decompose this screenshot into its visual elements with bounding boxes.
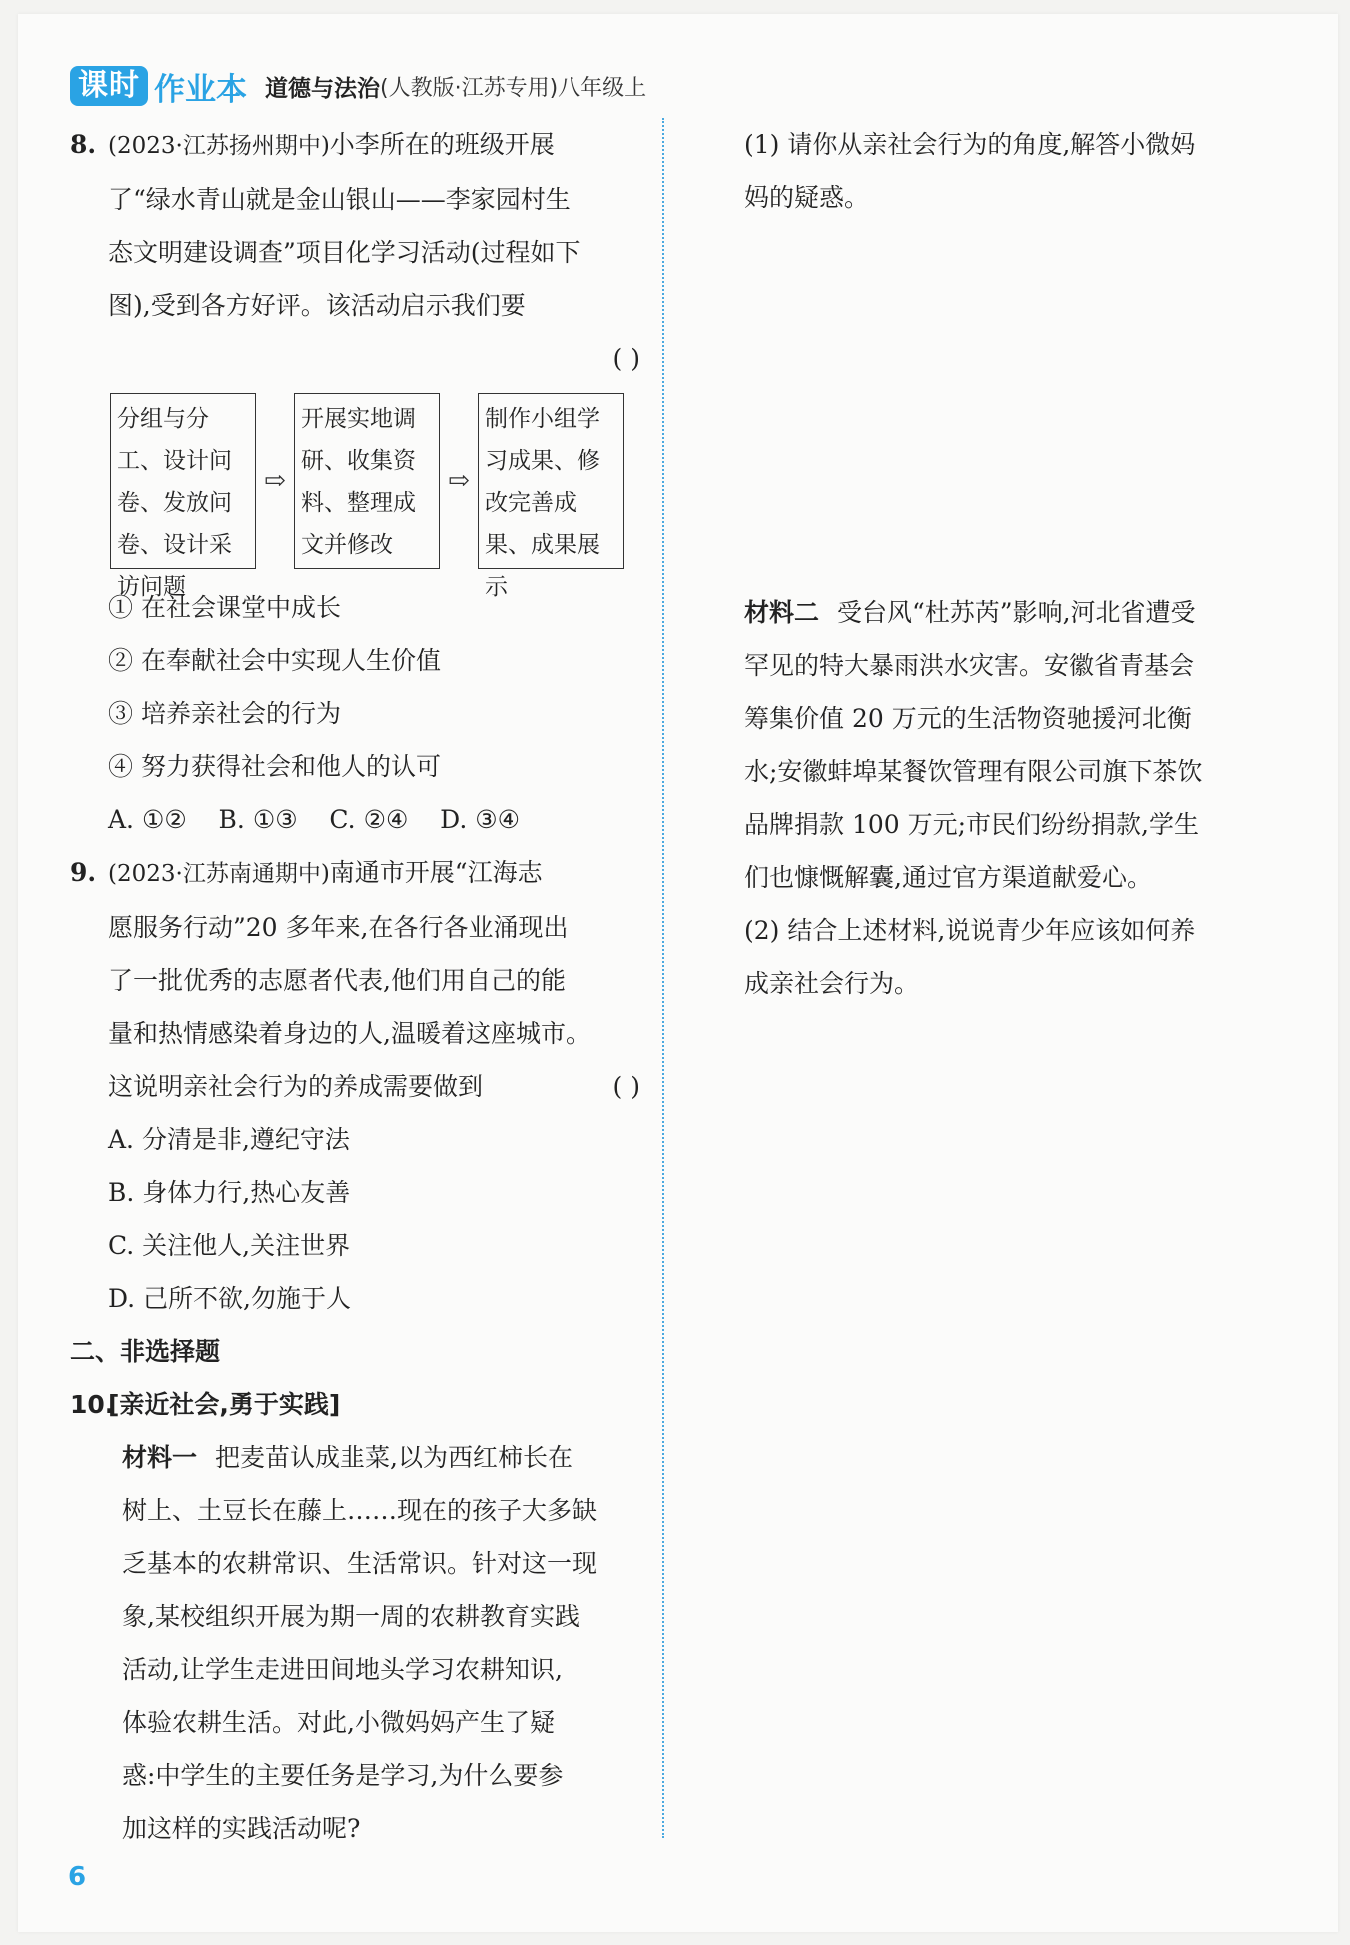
material-2-line: 品牌捐款 100 万元;市民们纷纷捐款,学生: [744, 810, 1199, 839]
material-2-label: 材料二: [744, 598, 820, 627]
question-9-line: 量和热情感染着身边的人,温暖着这座城市。: [108, 1019, 591, 1048]
question-number: 9.: [70, 858, 97, 887]
brand-name: 作业本: [154, 71, 247, 108]
question-text: 这说明亲社会行为的养成需要做到: [108, 1072, 484, 1101]
material-1-line: 树上、土豆长在藤上……现在的孩子大多缺: [122, 1496, 598, 1525]
question-number: 10.: [70, 1390, 115, 1419]
question-8-line: 态文明建设调查”项目化学习活动(过程如下: [108, 238, 581, 267]
option-item: ② 在奉献社会中实现人生价值: [108, 646, 441, 675]
question-10: [70, 1378, 640, 1855]
material-1-line: 活动,让学生走进田间地头学习农耕知识,: [122, 1655, 563, 1684]
question-9-line: 愿服务行动”20 多年来,在各行各业涌现出: [108, 913, 569, 942]
page-number: 6: [68, 1862, 87, 1892]
flow-step-2: 开展实地调研、收集资料、整理成文并修改: [294, 393, 440, 569]
answer-paren-row: [70, 332, 640, 385]
flow-arrow-icon: ⇨: [448, 466, 470, 496]
question-text: 小李所在的班级开展: [329, 130, 555, 159]
flow-step-3: 制作小组学习成果、修改完善成果、成果展示: [478, 393, 624, 569]
book-edition: (人教版·江苏专用)八年级上: [380, 75, 647, 101]
material-1-line: [70, 1431, 640, 1484]
question-8-line: 了“绿水青山就是金山银山——李家园村生: [108, 185, 571, 214]
question-9: [70, 846, 640, 1325]
material-2-line: 罕见的特大暴雨洪水灾害。安徽省青基会: [744, 651, 1195, 680]
question-8: [70, 118, 640, 846]
flow-step-1: 分组与分工、设计问卷、发放问卷、设计采访问题: [110, 393, 256, 569]
brand-logo: [70, 64, 247, 109]
material-text: 把麦苗认成韭菜,以为西红柿长在: [215, 1443, 573, 1472]
material-2-line: [744, 586, 1264, 639]
column-divider: [662, 118, 664, 1838]
sub-question-1-line: 妈的疑惑。: [744, 183, 870, 212]
material-1-line: 体验农耕生活。对此,小微妈妈产生了疑: [122, 1708, 555, 1737]
question-9-line: [70, 846, 640, 901]
sub-question-1: [744, 118, 1264, 224]
option-item: D. 己所不欲,勿施于人: [108, 1284, 351, 1313]
option-item: B. 身体力行,热心友善: [108, 1178, 351, 1207]
flow-arrow-icon: ⇨: [264, 466, 286, 496]
section-title: 二、非选择题: [70, 1337, 221, 1366]
question-number: 8.: [70, 130, 97, 159]
answer-paren[interactable]: ( ): [612, 1072, 640, 1101]
option-item: ① 在社会课堂中成长: [108, 593, 341, 622]
option-item: C. 关注他人,关注世界: [108, 1231, 351, 1260]
question-tag: [亲近社会,勇于实践]: [108, 1390, 341, 1419]
right-column: [744, 118, 1264, 998]
material-2: [744, 586, 1264, 1010]
option-item: A. 分清是非,遵纪守法: [108, 1125, 350, 1154]
sub-question-1-line: (1) 请你从亲社会行为的角度,解答小微妈: [744, 130, 1196, 159]
page-header: [70, 66, 646, 106]
material-1-label: 材料一: [122, 1443, 198, 1472]
question-10-heading: [70, 1378, 640, 1431]
question-text: 南通市开展“江海志: [329, 858, 543, 887]
question-9-line: 了一批优秀的志愿者代表,他们用自己的能: [108, 966, 566, 995]
question-8-line: 图),受到各方好评。该活动启示我们要: [108, 291, 526, 320]
answer-paren[interactable]: ( ): [612, 344, 640, 373]
material-2-line: 筹集价值 20 万元的生活物资驰援河北衡: [744, 704, 1192, 733]
book-subject: 道德与法治: [265, 75, 380, 102]
material-text: 受台风“杜苏芮”影响,河北省遭受: [837, 598, 1196, 627]
answer-space[interactable]: [744, 224, 1264, 554]
brand-badge: 课时: [70, 66, 148, 106]
question-source: (2023·江苏南通期中): [108, 861, 330, 887]
material-1-line: 惑:中学生的主要任务是学习,为什么要参: [122, 1761, 564, 1790]
material-2-line: 们也慷慨解囊,通过官方渠道献爱心。: [744, 863, 1152, 892]
question-source: (2023·江苏扬州期中): [108, 133, 330, 159]
answer-choices: A. ①② B. ①③ C. ②④ D. ③④: [108, 805, 521, 834]
option-item: ③ 培养亲社会的行为: [108, 699, 341, 728]
material-2-line: 水;安徽蚌埠某餐饮管理有限公司旗下茶饮: [744, 757, 1203, 786]
option-item: ④ 努力获得社会和他人的认可: [108, 752, 441, 781]
question-9-line: [70, 1060, 640, 1113]
material-1-line: 象,某校组织开展为期一周的农耕教育实践: [122, 1602, 580, 1631]
question-8-line: [70, 118, 640, 173]
sub-question-2-line: (2) 结合上述材料,说说青少年应该如何养: [744, 916, 1196, 945]
left-column: [70, 118, 640, 1855]
process-flowchart: [110, 391, 640, 600]
sub-question-2-line: 成亲社会行为。: [744, 969, 920, 998]
material-1-line: 乏基本的农耕常识、生活常识。针对这一现: [122, 1549, 598, 1578]
material-1-line: 加这样的实践活动呢?: [122, 1814, 361, 1843]
